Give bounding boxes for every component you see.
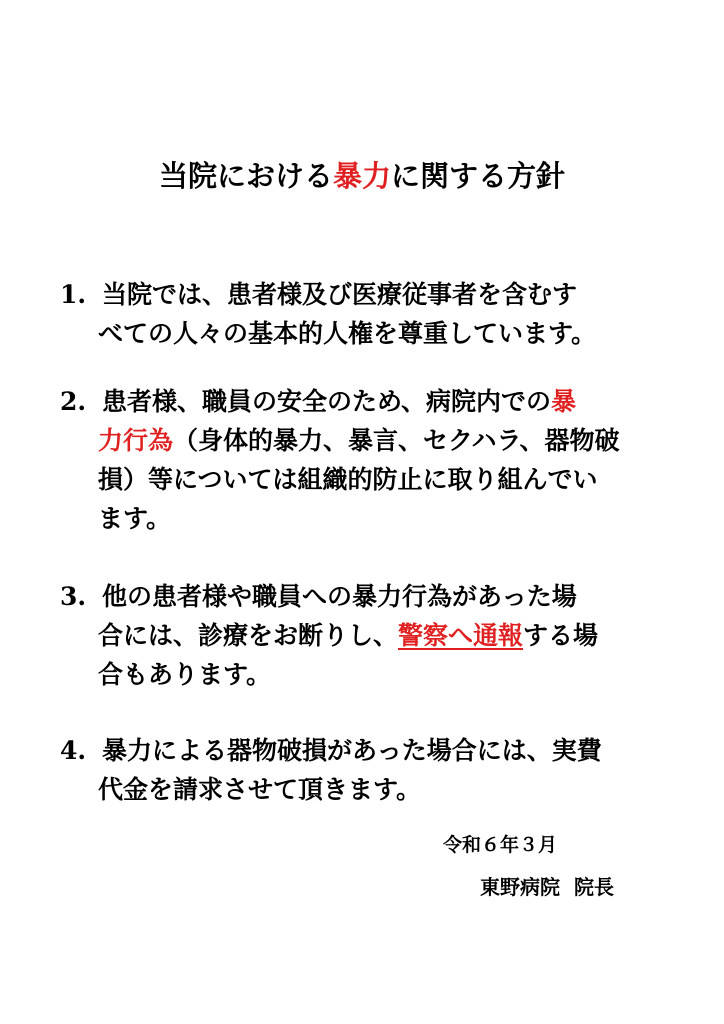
item-number: 1.	[60, 280, 87, 309]
title-text-2: に関する方針	[391, 159, 566, 193]
policy-item-4	[52, 731, 672, 809]
policy-item-3	[52, 577, 672, 694]
item-line: 他の患者様や職員への暴力行為があった場	[102, 582, 577, 611]
director-title: 院長	[574, 875, 614, 899]
item-line: べての人々の基本的人権を尊重しています。	[98, 319, 597, 348]
item-text: する場	[523, 621, 599, 650]
title-text-1: 当院における	[158, 159, 333, 193]
item-line	[52, 616, 672, 655]
policy-item-1	[52, 275, 672, 353]
item-number: 2.	[60, 387, 87, 416]
hospital-name: 東野病院	[480, 875, 560, 899]
emphasis-violence-act: 力行為	[98, 426, 174, 455]
item-text: 合には、診療をお断りし、	[98, 621, 399, 650]
item-line	[52, 382, 672, 421]
issue-date: 令和６年３月	[443, 834, 558, 856]
item-line	[52, 421, 672, 460]
item-number: 4.	[60, 736, 87, 765]
policy-item-2	[52, 382, 672, 538]
notice-title	[0, 156, 724, 196]
item-number: 3.	[60, 582, 87, 611]
emphasis-police-report: 警察へ通報	[398, 621, 524, 650]
item-line: ます。	[98, 504, 172, 533]
item-line: 代金を請求させて頂きます。	[98, 775, 422, 804]
item-line: 合もあります。	[98, 660, 272, 689]
item-line: 当院では、患者様及び医療従事者を含むす	[102, 280, 578, 309]
title-emphasis-violence: 暴力	[332, 159, 391, 193]
item-line: 暴力による器物破損があった場合には、実費	[102, 736, 602, 765]
item-text: 患者様、職員の安全のため、病院内での	[102, 387, 552, 416]
item-line: 損）等については組織的防止に取り組んでい	[98, 465, 598, 494]
signature-block	[480, 873, 614, 901]
emphasis-violence-act: 暴	[551, 387, 577, 416]
item-text: （身体的暴力、暴言、セクハラ、器物破	[173, 426, 620, 455]
